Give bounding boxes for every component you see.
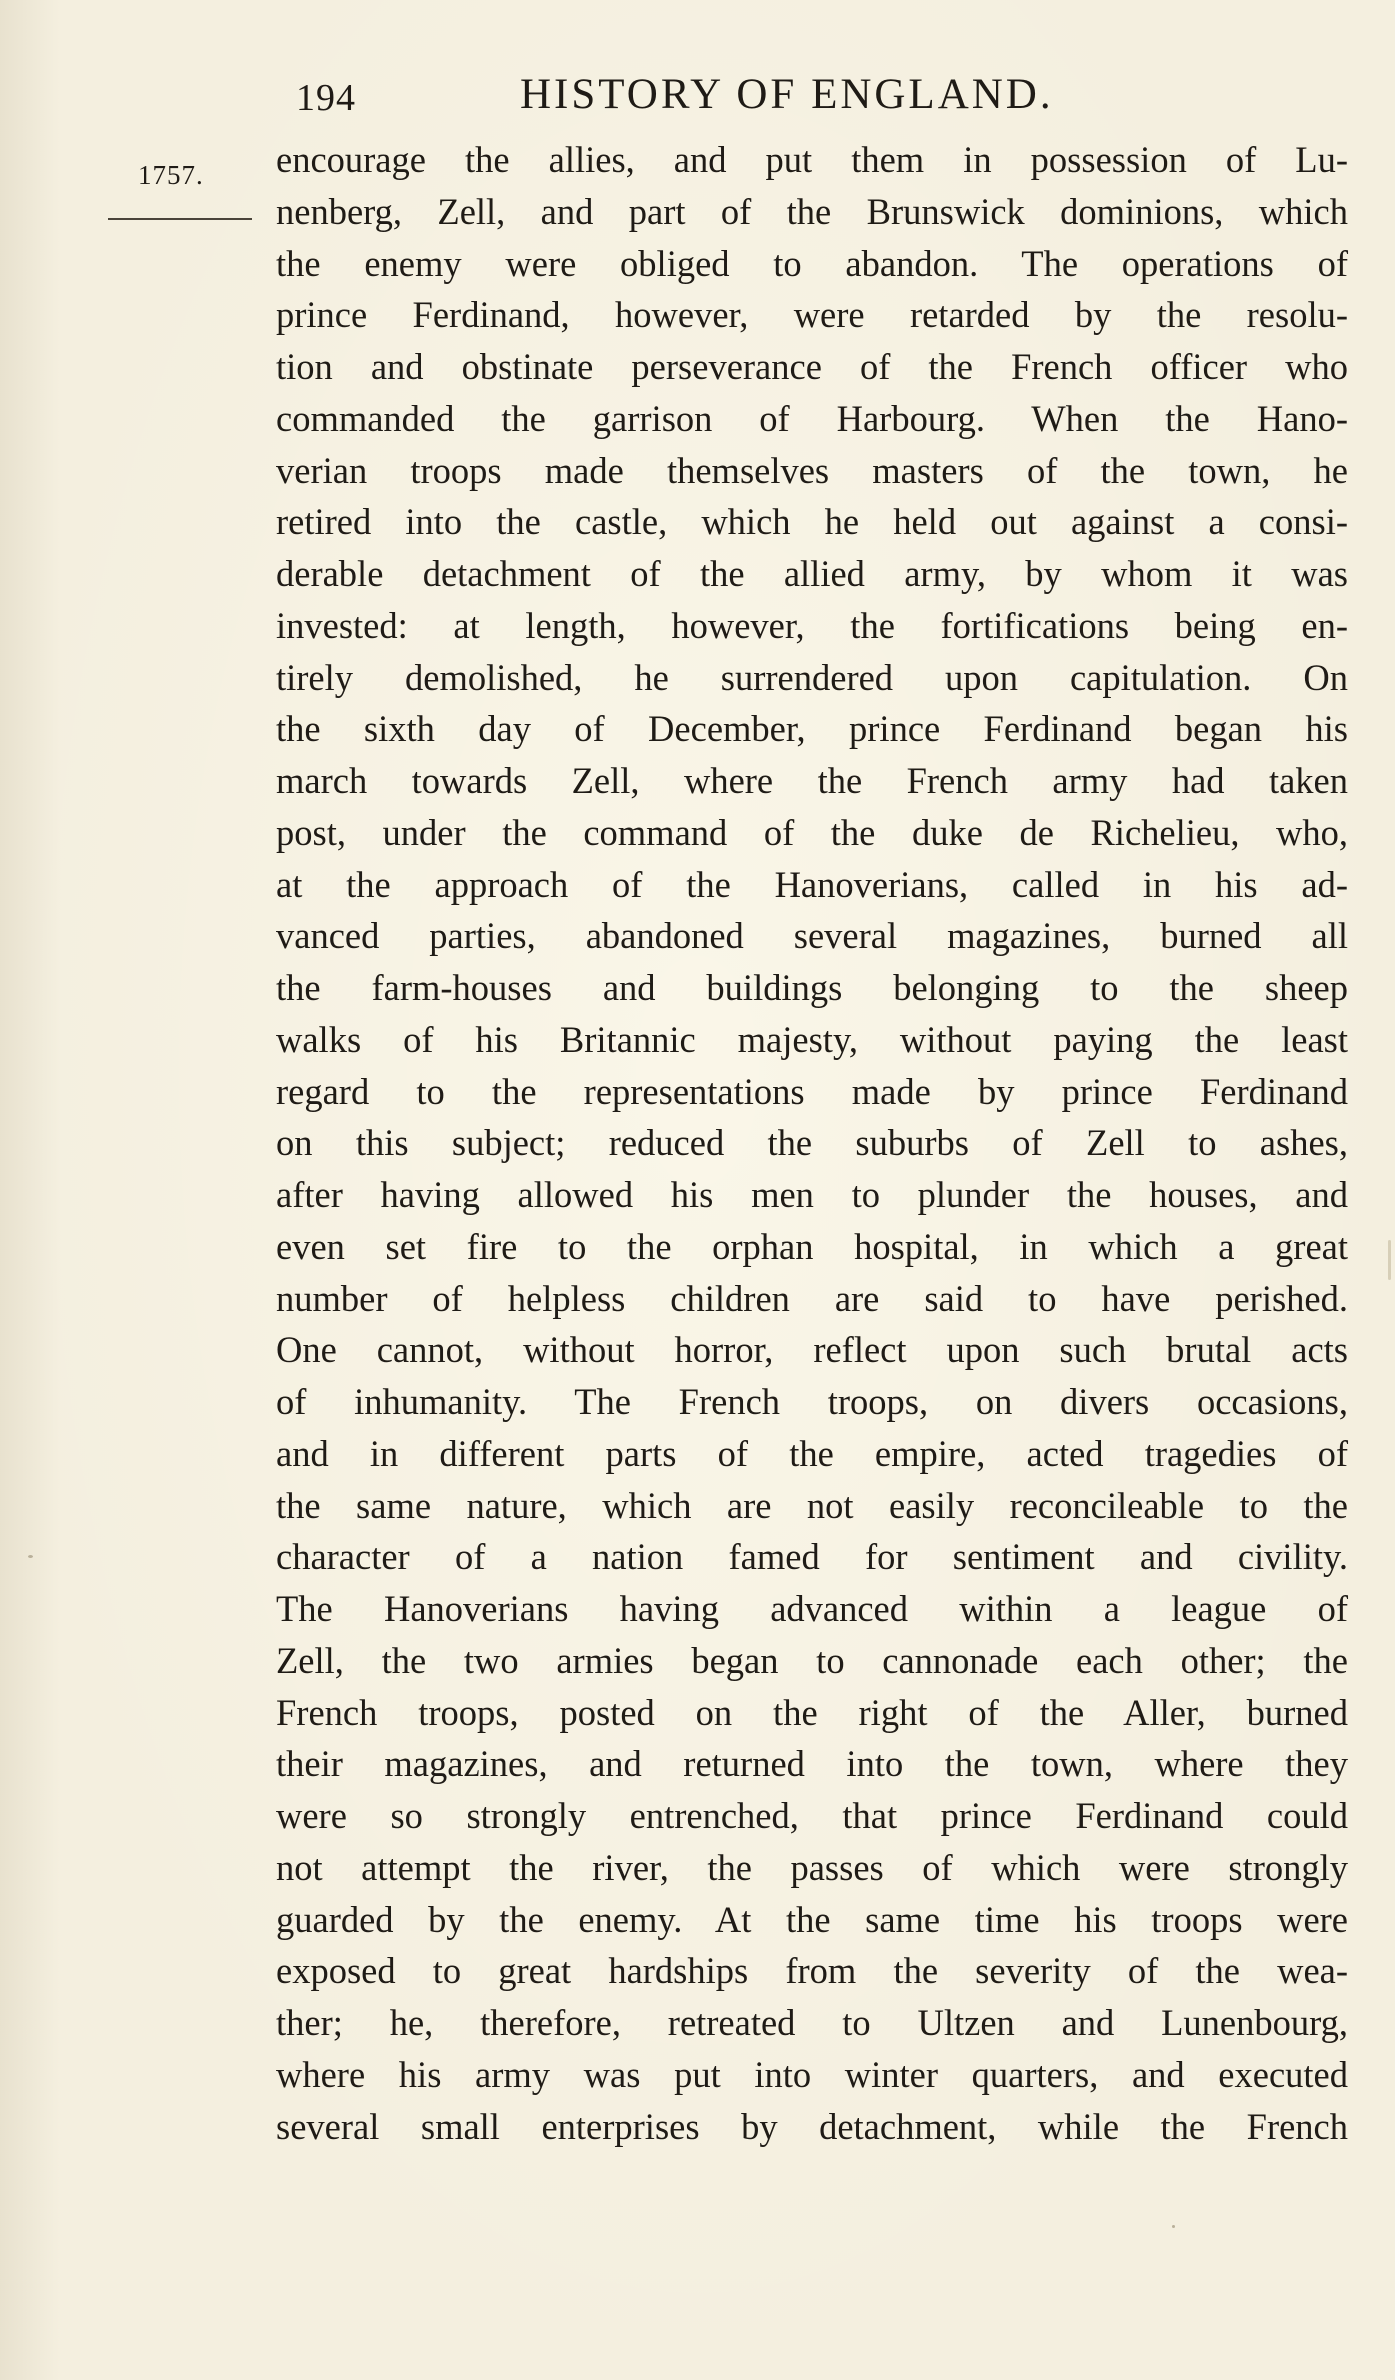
text-line: even set fire to the orphan hospital, in which a great: [276, 1225, 1348, 1267]
text-line: the same nature, which are not easily reconcileable to the: [276, 1484, 1348, 1526]
page-title: HISTORY OF ENGLAND.: [520, 71, 1054, 118]
text-line: at the approach of the Hanoverians, called in his ad-: [276, 863, 1348, 905]
text-line: invested: at length, however, the fortifications being en-: [276, 604, 1348, 646]
paper-speck: [1172, 2225, 1175, 2228]
text-line: walks of his Britannic majesty, without paying the least: [276, 1018, 1348, 1060]
text-line: French troops, posted on the right of the Aller, burned: [276, 1691, 1348, 1733]
text-line: nenberg, Zell, and part of the Brunswick dominions, which: [276, 190, 1348, 232]
text-line: One cannot, without horror, reflect upon such brutal acts: [276, 1329, 1348, 1371]
running-head: [290, 64, 1350, 124]
text-line: march towards Zell, where the French army had taken: [276, 760, 1348, 801]
text-line: on this subject; reduced the suburbs of Zell to ashes,: [276, 1122, 1348, 1164]
paper-speck: [28, 1555, 33, 1558]
text-line: character of a nation famed for sentiment and civility.: [276, 1536, 1348, 1578]
text-line: derable detachment of the allied army, by whom it was: [276, 553, 1348, 594]
text-line: and in different parts of the empire, acted tragedies of: [276, 1432, 1348, 1474]
text-line: verian troops made themselves masters of the town, he: [276, 449, 1348, 491]
text-line: tion and obstinate perseverance of the French officer who: [276, 346, 1348, 387]
text-line: their magazines, and returned into the town, where they: [276, 1743, 1348, 1785]
text-line: commanded the garrison of Harbourg. When the Hano-: [276, 397, 1348, 439]
text-line: prince Ferdinand, however, were retarded by the resolu-: [276, 294, 1348, 336]
text-line: tirely demolished, he surrendered upon capitulation. On: [276, 656, 1348, 698]
text-line: the sixth day of December, prince Ferdinand began his: [276, 708, 1348, 750]
margin-year-note: 1757.: [138, 160, 204, 190]
text-line: vanced parties, abandoned several magazines, burned all: [276, 915, 1348, 957]
text-line: guarded by the enemy. At the same time his troops were: [276, 1898, 1348, 1940]
text-line: after having allowed his men to plunder the houses, and: [276, 1174, 1348, 1215]
text-line: not attempt the river, the passes of which were strongly: [276, 1846, 1348, 1888]
text-line: the farm-houses and buildings belonging to the sheep: [276, 967, 1348, 1008]
text-line: where his army was put into winter quarters, and executed: [276, 2053, 1348, 2095]
text-line: post, under the command of the duke de Richelieu, who,: [276, 811, 1348, 853]
text-line: the enemy were obliged to abandon. The operations of: [276, 242, 1348, 284]
text-line: retired into the castle, which he held out against a consi-: [276, 501, 1348, 543]
text-line: regard to the representations made by prince Ferdinand: [276, 1070, 1348, 1112]
page-number: 194: [296, 77, 356, 119]
text-line: Zell, the two armies began to cannonade each other; the: [276, 1639, 1348, 1681]
body-text: [276, 134, 1348, 2152]
paper-speck: [1388, 1240, 1391, 1280]
text-line: several small enterprises by detachment, while the French: [276, 2105, 1348, 2147]
text-line: were so strongly entrenched, that prince Ferdinand could: [276, 1795, 1348, 1836]
text-line: The Hanoverians having advanced within a league of: [276, 1588, 1348, 1629]
text-line: number of helpless children are said to have perished.: [276, 1277, 1348, 1319]
margin-rule: [108, 218, 252, 220]
text-line: exposed to great hardships from the severity of the wea-: [276, 1950, 1348, 1992]
text-line: encourage the allies, and put them in possession of Lu-: [276, 139, 1348, 180]
text-line: of inhumanity. The French troops, on divers occasions,: [276, 1381, 1348, 1422]
text-line: ther; he, therefore, retreated to Ultzen and Lunenbourg,: [276, 2002, 1348, 2043]
